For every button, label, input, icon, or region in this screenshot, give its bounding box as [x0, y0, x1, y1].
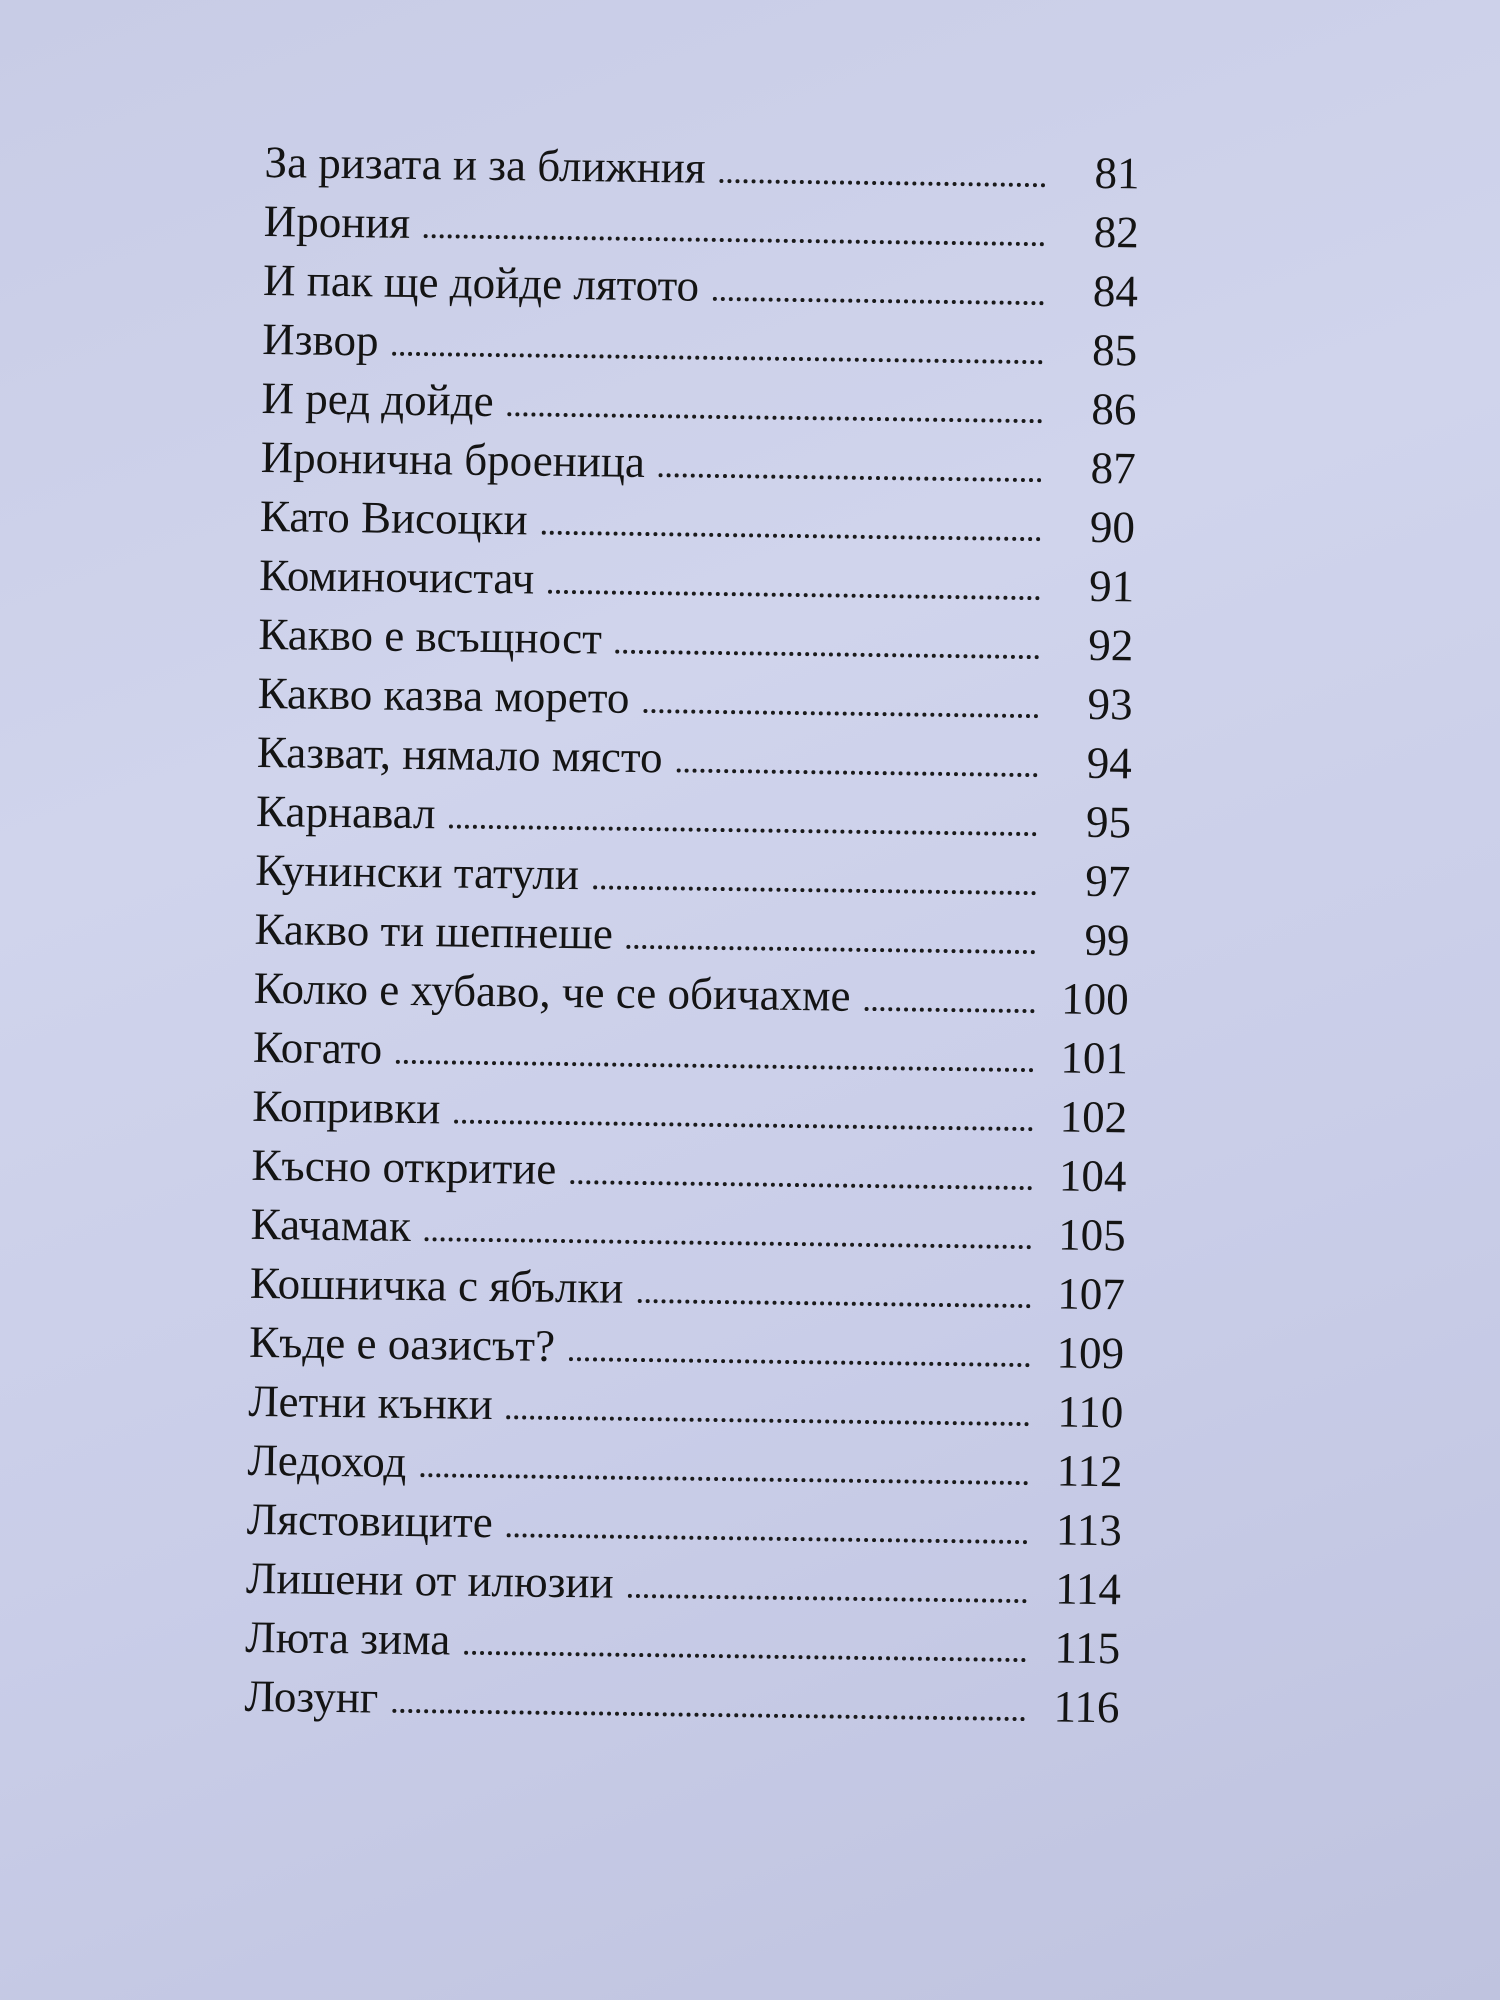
- toc-entry-title: Летни кънки: [248, 1375, 494, 1430]
- dot-leader: [541, 531, 1040, 542]
- toc-entry-title: Късно откритие: [251, 1139, 557, 1194]
- dot-leader: [392, 1709, 1025, 1721]
- toc-entry-page-number: 90: [1089, 501, 1136, 553]
- toc-entry-page-number: 93: [1087, 678, 1133, 730]
- dot-leader: [659, 473, 1042, 482]
- dot-leader: [864, 1007, 1034, 1013]
- toc-entry-title: Какво ти шепнеше: [254, 903, 614, 959]
- toc-entry-page-number: 91: [1088, 560, 1135, 612]
- toc-entry-title: Казват, нямало място: [256, 726, 663, 783]
- toc-entry-page-number: 112: [1056, 1445, 1123, 1497]
- toc-entry-title: Ледоход: [247, 1434, 407, 1487]
- toc-entry-title: Колко е хубаво, че се обичахме: [253, 962, 851, 1021]
- toc-entry-title: Като Висоцки: [259, 490, 528, 545]
- toc-entry-page-number: 104: [1058, 1150, 1127, 1202]
- toc-entry-page-number: 115: [1054, 1622, 1121, 1674]
- toc-entry-title: Качамак: [250, 1198, 412, 1252]
- dot-leader: [420, 1473, 1028, 1485]
- toc-entry-page-number: 114: [1054, 1563, 1122, 1615]
- toc-entry-page-number: 113: [1055, 1504, 1123, 1556]
- table-of-contents: [244, 133, 1140, 1737]
- toc-entry-page-number: 102: [1059, 1091, 1128, 1143]
- dot-leader: [424, 234, 1045, 246]
- toc-entry-page-number: 109: [1056, 1327, 1125, 1379]
- toc-entry-title: Люта зима: [244, 1611, 451, 1665]
- toc-entry-title: Когато: [252, 1021, 383, 1074]
- toc-entry-page-number: 97: [1084, 855, 1131, 907]
- toc-entry-title: Лястовиците: [246, 1493, 494, 1548]
- toc-entry-page-number: 87: [1090, 442, 1137, 494]
- toc-entry: [244, 1667, 1120, 1737]
- toc-entry-page-number: 99: [1084, 914, 1130, 966]
- toc-entry-title: Лозунг: [244, 1670, 379, 1723]
- toc-entry-title: Лишени от илюзии: [245, 1552, 614, 1608]
- toc-entry-page-number: 92: [1088, 619, 1134, 671]
- dot-leader: [570, 1180, 1032, 1190]
- toc-entry-title: Какво казва морето: [257, 667, 630, 723]
- dot-leader: [548, 590, 1040, 600]
- toc-entry-title: Копривки: [251, 1080, 441, 1134]
- toc-entry-title: Иронична броеница: [260, 431, 646, 487]
- toc-entry-page-number: 84: [1092, 265, 1139, 317]
- toc-entry-page-number: 95: [1085, 796, 1132, 848]
- toc-entry-page-number: 100: [1060, 973, 1130, 1025]
- toc-entry-title: Извор: [261, 313, 379, 366]
- toc-entry-page-number: 94: [1086, 737, 1133, 789]
- toc-entry-page-number: 110: [1057, 1386, 1124, 1438]
- dot-leader: [425, 1237, 1032, 1249]
- toc-entry-title: И пак ще дойде лятото: [262, 254, 700, 311]
- toc-entry-title: Коминочистач: [258, 549, 535, 604]
- toc-entry-page-number: 86: [1091, 383, 1137, 435]
- dot-leader: [454, 1120, 1033, 1132]
- toc-entry-title: Карнавал: [255, 785, 436, 839]
- dot-leader: [643, 709, 1038, 718]
- toc-entry-title: Кунински татули: [255, 844, 580, 900]
- dot-leader: [507, 1533, 1028, 1544]
- dot-leader: [396, 1060, 1034, 1072]
- dot-leader: [676, 768, 1037, 777]
- dot-leader: [507, 1415, 1030, 1426]
- toc-entry-page-number: 81: [1094, 147, 1140, 199]
- dot-leader: [713, 297, 1044, 305]
- toc-entry-page-number: 101: [1060, 1032, 1129, 1084]
- dot-leader: [627, 945, 1036, 954]
- toc-entry-title: Кошничка с ябълки: [249, 1257, 624, 1313]
- dot-leader: [616, 650, 1040, 660]
- toc-entry-title: Ирония: [263, 195, 411, 248]
- toc-entry: [263, 251, 1139, 321]
- dot-leader: [449, 824, 1037, 836]
- toc-entry-title: Къде е оазисът?: [248, 1316, 556, 1371]
- toc-entry-title: И ред дойде: [261, 372, 494, 427]
- dot-leader: [569, 1357, 1030, 1367]
- toc-entry-title: За ризата и за ближния: [264, 136, 706, 193]
- toc-entry-page-number: 116: [1053, 1681, 1120, 1733]
- toc-entry-page-number: 107: [1057, 1268, 1126, 1320]
- toc-entry-page-number: 105: [1057, 1209, 1126, 1261]
- dot-leader: [464, 1651, 1026, 1662]
- toc-entry-title: Какво е всъщност: [258, 608, 603, 664]
- dot-leader: [507, 412, 1042, 423]
- toc-entry-page-number: 85: [1091, 324, 1138, 376]
- toc-entry-page-number: 82: [1093, 206, 1140, 258]
- dot-leader: [719, 179, 1045, 187]
- dot-leader: [593, 885, 1036, 895]
- dot-leader: [392, 352, 1043, 365]
- dot-leader: [627, 1594, 1026, 1603]
- dot-leader: [637, 1299, 1031, 1308]
